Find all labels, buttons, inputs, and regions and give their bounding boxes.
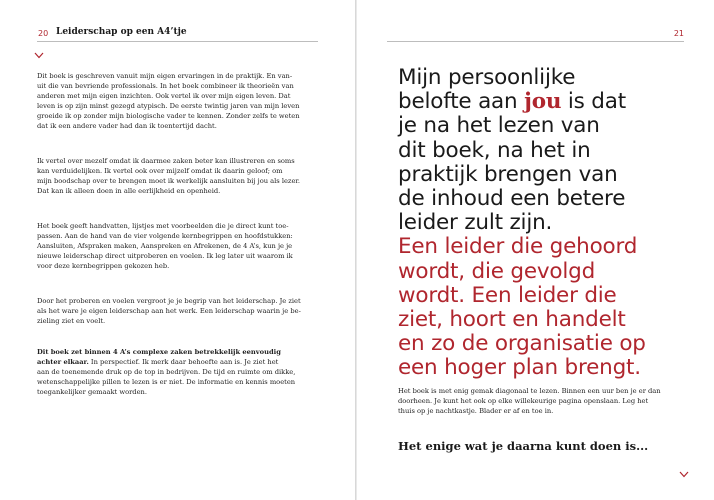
text-line: Ik vertel over mezelf omdat ik daarmee zaken beter kan illustreren en soms <box>37 157 295 165</box>
quote-line: belofte aan jou is dat <box>398 89 626 115</box>
page-number-right: 21 <box>673 29 684 38</box>
quote-line-red: Een leider die gehoord <box>398 234 638 260</box>
page-number-left: 20 <box>38 29 49 38</box>
quote-line: praktijk brengen van <box>398 161 618 187</box>
text-line: uit die van bevriende professionals. In het boek combineer ik theorieën van <box>37 81 294 90</box>
text-line: leven is op zijn minst gezegd atypisch. De eerste twintig jaren van mijn leven <box>37 101 300 110</box>
quote-line-red: wordt. Een leider die <box>398 282 617 308</box>
text-line: dat ik een andere vader had dan ik toentertijd dacht. <box>37 121 217 130</box>
paragraph-2 <box>37 157 317 197</box>
text-line: voor deze kernbegrippen gekozen heb. <box>37 261 170 270</box>
quote-line: leider zult zijn. <box>398 210 553 236</box>
text-line: Het boek geeft handvatten, lijstjes met voorbeelden die je direct kunt toe- <box>37 222 289 230</box>
text-line: nieuwe leiderschap direct uitproberen en voelen. Ik leg later uit waarom ik <box>37 251 293 260</box>
quote-line: Mijn persoonlijke <box>398 65 576 90</box>
text-line: aan de toenemende druk op de top in bedrijven. De tijd en ruimte om dikke, <box>37 367 296 376</box>
quote-line: dit boek, na het in <box>398 137 591 163</box>
closing-heading: Het enige wat je daarna kunt doen is... <box>398 439 649 453</box>
bold-text: achter elkaar. <box>37 357 89 366</box>
text-line: toegankelijker gemaakt worden. <box>37 387 147 396</box>
text-line: zieling ziet en voelt. <box>37 316 106 325</box>
paragraph-1 <box>37 72 317 131</box>
chevron-down-icon <box>34 52 44 59</box>
right-page <box>357 0 714 500</box>
emphasis-jou: jou <box>524 89 562 115</box>
text-line: kan verduidelijken. Ik vertel ook over mijzelf omdat ik daarin geloof; om <box>37 166 283 175</box>
quote-line-red: en zo de organisatie op <box>398 331 646 357</box>
paragraph-5 <box>37 348 317 398</box>
left-page <box>0 0 356 500</box>
text-line: doorheen. Je kunt het ook op elke willekeurige pagina openslaan. Leg het <box>398 396 649 405</box>
chapter-title: Leiderschap op een A4’tje <box>56 27 187 37</box>
text-line: thuis op je nachtkastje. Blader er af en toe in. <box>398 406 554 415</box>
text-line: groeide ik op zonder mijn biologische vader te kennen. Zonder zelfs te weten <box>37 111 300 120</box>
right-body-text <box>398 387 698 417</box>
text-line: passen. Aan de hand van de vier volgende kernbegrippen en hoofdstukken: <box>37 231 293 240</box>
quote-line-red: een hoger plan brengt. <box>398 355 641 381</box>
text-line: Aansluiten, Afspraken maken, Aanspreken en Afrekenen, de 4 A’s, kun je je <box>37 241 293 250</box>
text-line: Dit boek is geschreven vanuit mijn eigen ervaringen in de praktijk. En van- <box>37 72 293 80</box>
text-line: anderen met mijn eigen inzichten. Ook vertel ik over mijn eigen leven. Dat <box>37 91 291 100</box>
quote-line: de inhoud een betere <box>398 186 626 212</box>
quote-line-red: ziet, hoort en handelt <box>398 307 626 333</box>
text-line: Het boek is met enig gemak diagonaal te lezen. Binnen een uur ben je er dan <box>398 387 661 395</box>
quote-line: je na het lezen van <box>398 113 600 139</box>
header-rule-right <box>387 41 684 42</box>
text-line: als het ware je eigen leiderschap aan het werk. Een leiderschap waarin je be- <box>37 306 301 315</box>
text-span: In perspectief. Ik merk daar behoefte aan is. Je ziet het <box>88 357 279 366</box>
paragraph-4 <box>37 297 317 327</box>
pull-quote <box>398 66 698 381</box>
paragraph-3 <box>37 222 317 272</box>
bold-text: Dit boek zet binnen 4 A’s complexe zaken betrekkelijk eenvoudig <box>37 348 281 356</box>
header-rule-left <box>37 41 318 42</box>
text-line: Dat kan ik alleen doen in alle eerlijkheid en openheid. <box>37 186 221 195</box>
quote-line-red: wordt, die gevolgd <box>398 258 596 284</box>
text-line: mijn boodschap over te brengen moet ik werkelijk aansluiten bij jou als lezer. <box>37 176 300 185</box>
text-line: Door het proberen en voelen vergroot je je begrip van het leiderschap. Je ziet <box>37 297 301 305</box>
text-line: wetenschappelijke pillen te lezen is er niet. De informatie en kennis moeten <box>37 377 296 386</box>
chevron-down-icon[interactable] <box>679 471 689 478</box>
